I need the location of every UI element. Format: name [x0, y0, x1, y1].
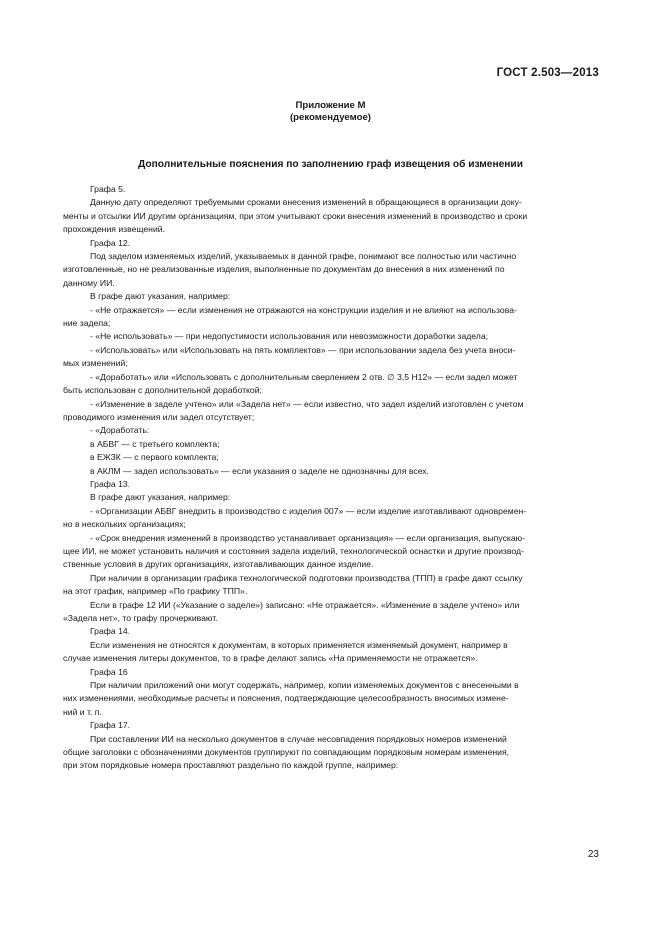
text-line: - «Срок внедрения изменений в производство устанавливает организация» — если организация, выпускаю- — [90, 532, 525, 543]
text-line: ние задела; — [63, 318, 111, 329]
appendix-title: Приложение М — [295, 100, 366, 111]
text-line: на этот график, например «По графику ТПП». — [63, 586, 248, 597]
section-title: Дополнительные пояснения по заполнению граф извещения об изменении — [138, 159, 523, 170]
text-line: но в нескольких организациях; — [63, 519, 186, 530]
text-line: быть использован с дополнительной доработкой; — [63, 385, 262, 396]
text-line: Под заделом изменяемых изделий, указываемых в данной графе, понимают все полностью или частично — [90, 251, 517, 262]
text-line: - «Доработать» или «Использовать с дополнительным сверлением 2 отв. ∅ 3,5 Н12» — если задел может — [90, 371, 518, 382]
text-line: прохождения извещений. — [63, 224, 165, 235]
text-line: Если в графе 12 ИИ («Указание о заделе») записано: «Не отражается». «Изменение в заделе учтено» или — [90, 599, 520, 610]
text-line: Графа 17. — [90, 720, 131, 731]
text-line: При наличии приложений они могут содержать, например, копии изменяемых документов с внесенными в — [90, 680, 519, 691]
text-line: В графе дают указания, например: — [90, 492, 231, 503]
text-line: Графа 12. — [90, 237, 131, 248]
text-line: в АБВГ — с третьего комплекта; — [90, 438, 220, 449]
text-line: - «Использовать» или «Использовать на пять комплектов» — при использовании задела без учета вноси- — [90, 344, 516, 355]
text-line: данному ИИ. — [63, 277, 115, 288]
appendix-subtitle: (рекомендуемое) — [289, 112, 371, 123]
text-line: менты и отсылки ИИ другим организациям, при этом учитывают сроки внесения изменений в производство и сроки — [63, 210, 528, 221]
text-line: в АКЛМ — задел использовать» — если указания о заделе не однозначны для всех. — [90, 465, 430, 476]
text-line: - «Организации АБВГ внедрить в производство с изделия 007» — если изделие изготавливают одновремен- — [90, 505, 527, 516]
text-line: ственные условия в других организациях, изготавливающих данное изделие. — [63, 559, 374, 570]
text-line: щее ИИ, не может установить наличия и состояния задела изделий, технологической оснастки и другие производ- — [63, 545, 524, 556]
text-line: При наличии в организации графика технологической подготовки производства (ТПП) в графе дают ссылку — [90, 572, 523, 583]
text-line: Графа 5. — [90, 184, 126, 194]
text-line: Данную дату определяют требуемыми сроками внесения изменений в обращающиеся в организации доку- — [90, 197, 522, 208]
text-line: В графе дают указания, например: — [90, 291, 231, 302]
text-line: в ЕЖЗК — с первого комплекта; — [90, 452, 219, 463]
page-number: 23 — [587, 849, 599, 860]
text-line: При составлении ИИ на несколько документов в случае несовпадения порядковых номеров изменений — [90, 733, 507, 744]
document-id-header: ГОСТ 2.503—2013 — [496, 67, 599, 79]
text-line: Графа 14. — [90, 626, 131, 637]
text-line: изготовленные, но не реализованные изделия, выполненные по документам до внесения в них изменений по — [63, 264, 505, 275]
text-line: - «Доработать: — [90, 425, 150, 436]
text-line: Графа 13. — [90, 478, 131, 489]
text-line: при этом порядковые номера проставляют раздельно по каждой группе, например: — [63, 760, 399, 771]
text-line: - «Изменение в заделе учтено» или «Задела нет» — если известно, что задел изделий изготовлен с учетом — [90, 398, 524, 409]
text-line: - «Не использовать» — при недопустимости использования или невозможности доработки задела; — [90, 331, 489, 342]
appendix-heading — [0, 100, 661, 124]
text-line: мых изменений; — [63, 358, 128, 369]
text-line: - «Не отражается» — если изменения не отражаются на конструкции изделия и не влияют на использова- — [90, 304, 517, 315]
text-line: проводимого изменения или задел отсутствует; — [63, 411, 255, 422]
text-line: «Задела нет», то графу прочеркивают. — [63, 613, 218, 623]
text-line: общие заголовки с обозначениями документов группируют по совпадающим порядковым номерам изменения, — [63, 747, 510, 758]
text-line: случае изменения литеры документов, то в графе делают запись «На применяемости не отражается». — [63, 653, 478, 664]
text-line: ний и т. п. — [63, 706, 102, 717]
text-line: них изменениями, необходимые расчеты и пояснения, подтверждающие целесообразность вносимых измене- — [63, 693, 509, 704]
text-line: Графа 16 — [90, 666, 128, 677]
text-line: Если изменения не относятся к документам, в которых применяется изменяемый документ, например в — [90, 639, 508, 650]
body-text — [64, 183, 598, 773]
